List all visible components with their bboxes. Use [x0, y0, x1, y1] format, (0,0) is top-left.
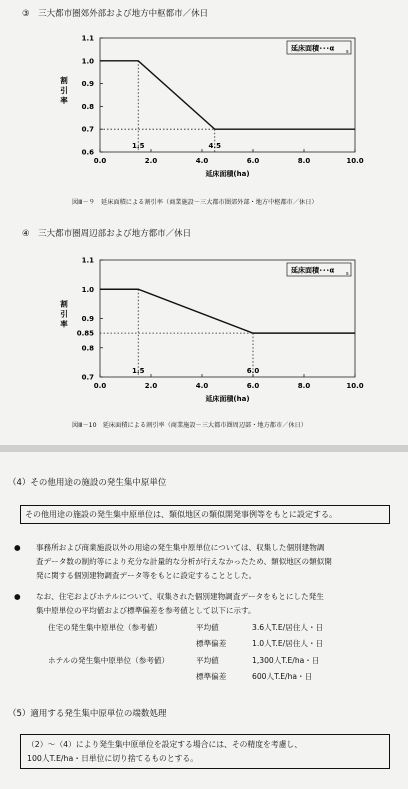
- housing-label: 住宅の発生集中原単位（参考値）: [48, 623, 162, 632]
- section4-summary-text: その他用途の施設の発生集中原単位は、類似地区の類似開発事例等をもとに設定する。: [25, 510, 337, 519]
- chart2-xlabel: 延床面積(ha): [205, 395, 250, 403]
- chart1-ytick-label: 0.6: [81, 148, 94, 157]
- chart1: [0, 22, 408, 200]
- bullet-2-marker: ●: [14, 592, 21, 601]
- chart2-xtick-label: 10.0: [346, 382, 364, 390]
- section5-box: [20, 734, 390, 769]
- chart2-ytick-label: 0.9: [81, 315, 94, 323]
- page-divider: [0, 445, 408, 452]
- chart1-ylabel-char: 引: [60, 86, 68, 95]
- chart1-xtick-label: 2.0: [144, 157, 158, 165]
- chart2-ylabel-char: 率: [60, 319, 68, 329]
- bullet-1-line: 発に関する個別建物調査データ等をもとに設定することとした。: [36, 571, 257, 581]
- chart2-xtick-label: 6.0: [246, 382, 260, 390]
- section5-box-text: [27, 738, 302, 766]
- hotel-std-label: 標準偏差: [196, 672, 227, 681]
- section5-box-line: 100人T.E/ha・日単位に切り捨てるものとする。: [27, 754, 199, 763]
- chart1-ytick-label: 0.7: [81, 125, 94, 134]
- chart1-legend-text: 延床面積･･･α: [291, 44, 335, 53]
- bullet-1-line: 事務所および商業施設以外の用途の発生集中原単位については、収集した個別建物調: [36, 543, 325, 552]
- bullet-1: [36, 541, 332, 584]
- chart1-xtick-label: 4.0: [195, 157, 209, 165]
- chart2-breakpoint-label: 1.5: [132, 367, 145, 375]
- chart1-ytick-label: 0.9: [81, 80, 94, 89]
- chart1-legend-subscript: s: [346, 49, 349, 55]
- chart1-ylabel-char: 割: [60, 76, 68, 85]
- chart2-legend-subscript: s: [346, 271, 349, 277]
- housing-std-label: 標準偏差: [196, 639, 227, 648]
- chart2-ytick-label: 0.7: [81, 373, 94, 382]
- section4-summary-box: [20, 505, 390, 524]
- chart2: [0, 244, 408, 420]
- housing-std-value: 1.0人T.E/居住人・日: [252, 639, 324, 648]
- chart1-xtick-label: 8.0: [297, 157, 311, 165]
- chart2-ytick-label: 1.1: [81, 256, 94, 265]
- chart1-xlabel: 延床面積(ha): [205, 170, 250, 178]
- section4-heading: （4）その他用途の施設の発生集中原単位: [8, 478, 167, 488]
- chart2-xtick-label: 4.0: [195, 382, 209, 390]
- chart1-ytick-label: 1.0: [81, 57, 94, 66]
- chart2-ylabel-char: 引: [60, 309, 68, 319]
- hotel-label: ホテルの発生集中原単位（参考値）: [48, 656, 170, 665]
- chart2-xtick-label: 2.0: [144, 382, 158, 390]
- bullet-2-line: 集中原単位の平均値および標準偏差を参考値として以下に示す。: [36, 606, 256, 616]
- chart2-section-title: ④ 三大都市圏周辺部および地方都市／休日: [22, 229, 192, 239]
- chart2-xtick-label: 0.0: [93, 382, 107, 390]
- hotel-avg-value: 1,300人T.E/ha・日: [252, 656, 320, 665]
- chart2-legend-text: 延床面積･･･α: [291, 266, 335, 275]
- chart1-breakpoint-label: 1.5: [132, 142, 145, 150]
- chart1-ylabel-char: 率: [60, 96, 68, 105]
- housing-avg-value: 3.6人T.E/居住人・日: [252, 623, 324, 632]
- hotel-avg-label: 平均値: [196, 656, 219, 665]
- chart2-caption: 図Ⅲ－10 延床面積による割引率（商業施設－三大都市圏周辺部・地方都市／休日）: [72, 422, 307, 429]
- chart1-section-title: ③ 三大都市圏郊外部および地方中枢都市／休日: [22, 9, 209, 19]
- section5-heading: （5）適用する発生集中原単位の端数処理: [8, 709, 167, 719]
- housing-avg-label: 平均値: [196, 623, 219, 632]
- hotel-std-value: 600人T.E/ha・日: [252, 672, 313, 681]
- chart1-plot: [60, 35, 364, 179]
- chart1-xtick-label: 0.0: [93, 157, 107, 165]
- bullet-2: [36, 590, 324, 618]
- chart2-ytick-extra: 0.85: [76, 329, 94, 338]
- bullet-1-marker: ●: [14, 543, 21, 552]
- chart2-plot: [60, 257, 364, 404]
- chart2-ytick-label: 0.8: [81, 344, 94, 353]
- chart1-caption: 図Ⅲ－９ 延床面積による割引率（商業施設－三大都市圏郊外部・地方中枢都市／休日）: [72, 199, 318, 206]
- chart2-ylabel-char: 割: [60, 299, 68, 309]
- chart2-breakpoint-label: 6.0: [246, 367, 260, 375]
- chart1-xtick-label: 10.0: [346, 157, 364, 165]
- chart1-breakpoint-label: 4.5: [208, 142, 221, 150]
- section5-box-line: （2）～（4）により発生集中原単位を設定する場合には、その精度を考慮し、: [27, 740, 303, 749]
- bullet-1-line: 査データ数の制約等により充分な計量的な分析が行えなかったため、類似地区の類似開: [36, 557, 332, 567]
- chart2-xtick-label: 8.0: [297, 382, 311, 390]
- bullet-2-line: なお、住宅およびホテルについて、収集された個別建物調査データをもとにした発生: [36, 592, 324, 601]
- chart2-ytick-label: 1.0: [81, 285, 94, 294]
- chart1-ytick-label: 1.1: [81, 34, 94, 43]
- chart1-xtick-label: 6.0: [246, 157, 260, 165]
- chart1-series-line: [100, 61, 355, 129]
- chart1-ytick-label: 0.8: [81, 102, 94, 111]
